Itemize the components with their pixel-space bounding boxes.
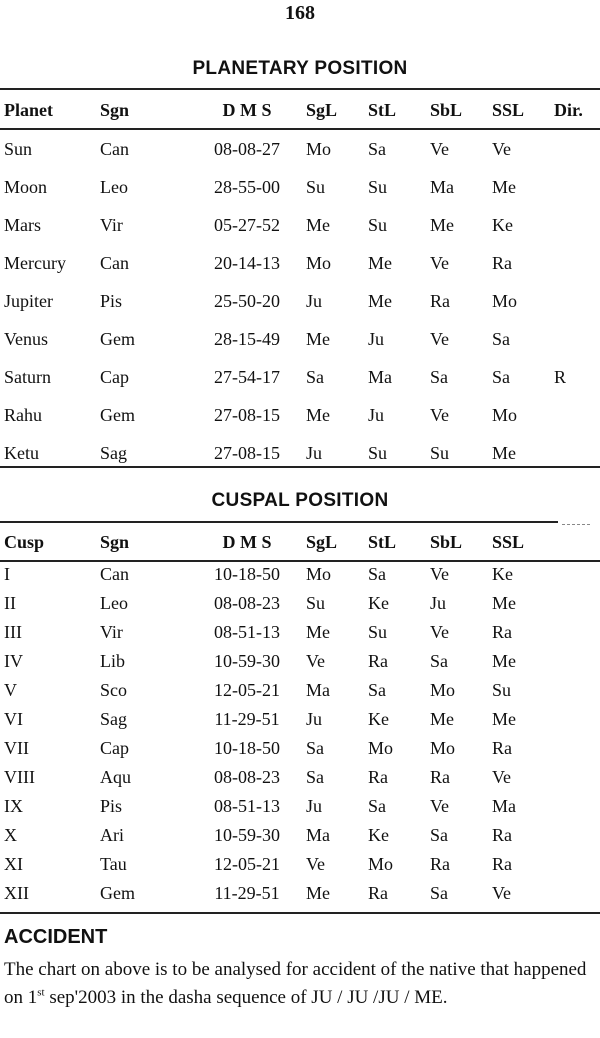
sign-lord-cell: Sa	[306, 738, 324, 758]
dms-cell: 10-18-50	[214, 564, 280, 584]
planet-cell: Venus	[4, 328, 48, 349]
col-header-direction: Dir.	[554, 99, 583, 120]
direction-cell	[554, 676, 600, 705]
dms-cell: 08-08-27	[214, 138, 280, 159]
sign-lord-cell: Sa	[306, 767, 324, 787]
cuspal-bottom-rule	[0, 912, 600, 914]
sign-cell: Pis	[100, 290, 123, 311]
col-header-empty	[554, 524, 600, 560]
sign-cell: Leo	[100, 593, 128, 613]
sign-cell: Aqu	[100, 767, 131, 787]
star-lord-cell: Ju	[368, 328, 385, 349]
direction-cell	[554, 244, 600, 282]
table-row	[0, 763, 600, 792]
sub-lord-cell: Ve	[430, 328, 449, 349]
sign-lord-cell: Sa	[306, 366, 324, 387]
sign-lord-cell: Ju	[306, 709, 323, 729]
sign-cell: Can	[100, 564, 129, 584]
sign-cell: Cap	[100, 366, 129, 387]
table-row	[0, 647, 600, 676]
cusp-cell: V	[4, 680, 17, 700]
sign-cell: Sag	[100, 442, 127, 463]
cusp-cell: III	[4, 622, 22, 642]
planet-cell: Rahu	[4, 404, 42, 425]
table-row	[0, 244, 600, 282]
sign-lord-cell: Ma	[306, 680, 330, 700]
sign-cell: Can	[100, 252, 129, 273]
sign-lord-cell: Me	[306, 328, 330, 349]
dms-cell: 27-08-15	[214, 404, 280, 425]
dms-cell: 10-59-30	[214, 651, 280, 671]
star-lord-cell: Sa	[368, 564, 386, 584]
sub-sub-lord-cell: Me	[492, 709, 516, 729]
direction-cell	[554, 821, 600, 850]
sub-sub-lord-cell: Ke	[492, 214, 513, 235]
star-lord-cell: Ma	[368, 366, 392, 387]
sub-sub-lord-cell: Ra	[492, 622, 512, 642]
direction-cell	[554, 206, 600, 244]
sub-sub-lord-cell: Ma	[492, 796, 516, 816]
col-header-sign-lord: SgL	[306, 531, 338, 552]
sub-sub-lord-cell: Ra	[492, 854, 512, 874]
cusp-cell: XII	[4, 883, 29, 903]
col-header-sub-sub-lord: SSL	[492, 531, 525, 552]
table-row	[0, 850, 600, 879]
dms-cell: 28-55-00	[214, 176, 280, 197]
sub-lord-cell: Sa	[430, 366, 448, 387]
sub-sub-lord-cell: Ra	[492, 252, 512, 273]
direction-cell	[554, 647, 600, 676]
sign-lord-cell: Me	[306, 404, 330, 425]
planet-cell: Mercury	[4, 252, 66, 273]
direction-cell	[554, 396, 600, 434]
star-lord-cell: Mo	[368, 738, 394, 758]
star-lord-cell: Ra	[368, 767, 388, 787]
sign-lord-cell: Ve	[306, 854, 325, 874]
sub-lord-cell: Sa	[430, 883, 448, 903]
star-lord-cell: Ra	[368, 883, 388, 903]
accident-text-before: The chart on above is to be analysed for accident of the native that happened on 1	[4, 959, 587, 1008]
table-row	[0, 676, 600, 705]
col-header-dms: D M S	[222, 531, 272, 552]
dms-cell: 12-05-21	[214, 680, 280, 700]
star-lord-cell: Mo	[368, 854, 394, 874]
table-row	[0, 358, 600, 396]
sub-lord-cell: Sa	[430, 651, 448, 671]
star-lord-cell: Ke	[368, 709, 389, 729]
col-header-sub-sub-lord: SSL	[492, 99, 525, 120]
col-header-sign-lord: SgL	[306, 99, 338, 120]
cusp-cell: II	[4, 593, 16, 613]
star-lord-cell: Su	[368, 176, 388, 197]
sign-cell: Vir	[100, 214, 123, 235]
planet-cell: Ketu	[4, 442, 39, 463]
cuspal-header-row	[0, 524, 600, 560]
sign-cell: Gem	[100, 404, 135, 425]
sign-lord-cell: Mo	[306, 252, 332, 273]
cusp-cell: VI	[4, 709, 23, 729]
table-row	[0, 618, 600, 647]
sign-cell: Can	[100, 138, 129, 159]
sign-cell: Ari	[100, 825, 124, 845]
sub-sub-lord-cell: Ve	[492, 138, 511, 159]
sub-sub-lord-cell: Ra	[492, 738, 512, 758]
sign-lord-cell: Ju	[306, 796, 323, 816]
col-header-dms: D M S	[222, 99, 272, 120]
sign-lord-cell: Ju	[306, 442, 323, 463]
cusp-cell: IX	[4, 796, 23, 816]
star-lord-cell: Ra	[368, 651, 388, 671]
dms-cell: 27-54-17	[214, 366, 280, 387]
sub-sub-lord-cell: Mo	[492, 404, 518, 425]
sign-lord-cell: Su	[306, 593, 326, 613]
sub-lord-cell: Me	[430, 709, 454, 729]
sign-cell: Lib	[100, 651, 125, 671]
col-header-sign: Sgn	[100, 531, 130, 552]
direction-cell	[554, 168, 600, 206]
sub-lord-cell: Mo	[430, 738, 456, 758]
direction-cell	[554, 763, 600, 792]
star-lord-cell: Ju	[368, 404, 385, 425]
accident-text-after: sep'2003 in the dasha sequence of JU / JU /JU / ME.	[44, 987, 448, 1008]
sub-sub-lord-cell: Ve	[492, 767, 511, 787]
sub-lord-cell: Su	[430, 442, 450, 463]
star-lord-cell: Ke	[368, 825, 389, 845]
sub-sub-lord-cell: Me	[492, 442, 516, 463]
planet-cell: Saturn	[4, 366, 51, 387]
cuspal-position-table	[0, 524, 600, 908]
sub-lord-cell: Ma	[430, 176, 454, 197]
direction-cell	[554, 130, 600, 168]
direction-cell	[554, 792, 600, 821]
accident-ordinal-suffix: st	[37, 986, 45, 999]
table-row	[0, 792, 600, 821]
sub-lord-cell: Ra	[430, 290, 450, 311]
sub-sub-lord-cell: Mo	[492, 290, 518, 311]
dms-cell: 08-51-13	[214, 796, 280, 816]
dms-cell: 11-29-51	[214, 709, 280, 729]
table-row	[0, 396, 600, 434]
sign-cell: Sco	[100, 680, 127, 700]
planetary-position-title: PLANETARY POSITION	[192, 58, 408, 79]
col-header-cusp: Cusp	[4, 531, 45, 552]
col-header-star-lord: StL	[368, 531, 397, 552]
col-header-star-lord: StL	[368, 99, 397, 120]
cusp-cell: XI	[4, 854, 23, 874]
sub-sub-lord-cell: Me	[492, 593, 516, 613]
dms-cell: 25-50-20	[214, 290, 280, 311]
star-lord-cell: Su	[368, 214, 388, 235]
direction-cell	[554, 282, 600, 320]
table-row	[0, 434, 600, 472]
table-row	[0, 734, 600, 763]
dms-cell: 10-18-50	[214, 738, 280, 758]
star-lord-cell: Su	[368, 442, 388, 463]
sub-sub-lord-cell: Sa	[492, 366, 510, 387]
dms-cell: 28-15-49	[214, 328, 280, 349]
sub-lord-cell: Ju	[430, 593, 447, 613]
direction-cell	[554, 589, 600, 618]
sub-lord-cell: Ve	[430, 564, 449, 584]
sign-cell: Gem	[100, 328, 135, 349]
sign-cell: Pis	[100, 796, 123, 816]
star-lord-cell: Ke	[368, 593, 389, 613]
star-lord-cell: Me	[368, 252, 392, 273]
sign-cell: Leo	[100, 176, 128, 197]
cusp-cell: IV	[4, 651, 23, 671]
dms-cell: 20-14-13	[214, 252, 280, 273]
sub-lord-cell: Ve	[430, 404, 449, 425]
sub-lord-cell: Ve	[430, 796, 449, 816]
table-row	[0, 130, 600, 168]
planet-cell: Mars	[4, 214, 41, 235]
table-row	[0, 320, 600, 358]
sub-sub-lord-cell: Su	[492, 680, 512, 700]
sign-cell: Sag	[100, 709, 127, 729]
star-lord-cell: Me	[368, 290, 392, 311]
sub-lord-cell: Ra	[430, 854, 450, 874]
col-header-sub-lord: SbL	[430, 531, 463, 552]
sign-lord-cell: Me	[306, 883, 330, 903]
direction-cell	[554, 560, 600, 589]
col-header-sign: Sgn	[100, 99, 130, 120]
col-header-sub-lord: SbL	[430, 99, 463, 120]
page-number: 168	[285, 2, 315, 24]
table-row	[0, 206, 600, 244]
table-row	[0, 589, 600, 618]
sub-lord-cell: Ve	[430, 138, 449, 159]
cusp-cell: X	[4, 825, 17, 845]
cusp-cell: I	[4, 564, 10, 584]
sub-sub-lord-cell: Me	[492, 651, 516, 671]
dms-cell: 12-05-21	[214, 854, 280, 874]
planet-cell: Jupiter	[4, 290, 53, 311]
dms-cell: 05-27-52	[214, 214, 280, 235]
table-row	[0, 168, 600, 206]
dms-cell: 08-08-23	[214, 767, 280, 787]
cusp-cell: VIII	[4, 767, 35, 787]
table-row	[0, 821, 600, 850]
sub-lord-cell: Mo	[430, 680, 456, 700]
sub-sub-lord-cell: Ra	[492, 825, 512, 845]
star-lord-cell: Su	[368, 622, 388, 642]
sign-lord-cell: Ju	[306, 290, 323, 311]
cuspal-top-rule	[0, 521, 558, 523]
sign-lord-cell: Mo	[306, 138, 332, 159]
sign-cell: Gem	[100, 883, 135, 903]
sign-lord-cell: Me	[306, 622, 330, 642]
planetary-position-table	[0, 90, 600, 472]
sub-sub-lord-cell: Ke	[492, 564, 513, 584]
col-header-planet: Planet	[4, 99, 53, 120]
planet-cell: Moon	[4, 176, 48, 197]
planet-cell: Sun	[4, 138, 33, 159]
sub-lord-cell: Ra	[430, 767, 450, 787]
star-lord-cell: Sa	[368, 796, 386, 816]
sign-cell: Tau	[100, 854, 127, 874]
table-row	[0, 282, 600, 320]
sign-lord-cell: Me	[306, 214, 330, 235]
sub-lord-cell: Sa	[430, 825, 448, 845]
cusp-cell: VII	[4, 738, 29, 758]
direction-cell: R	[554, 366, 567, 387]
star-lord-cell: Sa	[368, 138, 386, 159]
dms-cell: 10-59-30	[214, 825, 280, 845]
dms-cell: 27-08-15	[214, 442, 280, 463]
sign-cell: Vir	[100, 622, 123, 642]
direction-cell	[554, 320, 600, 358]
sign-lord-cell: Su	[306, 176, 326, 197]
sign-lord-cell: Ve	[306, 651, 325, 671]
sub-lord-cell: Ve	[430, 622, 449, 642]
direction-cell	[554, 434, 600, 472]
direction-cell	[554, 879, 600, 908]
sign-cell: Cap	[100, 738, 129, 758]
dms-cell: 08-51-13	[214, 622, 280, 642]
sub-sub-lord-cell: Me	[492, 176, 516, 197]
cuspal-position-title: CUSPAL POSITION	[211, 490, 389, 511]
sub-sub-lord-cell: Sa	[492, 328, 510, 349]
table-row	[0, 705, 600, 734]
table-row	[0, 560, 600, 589]
dms-cell: 08-08-23	[214, 593, 280, 613]
accident-heading: ACCIDENT	[4, 926, 108, 948]
sub-lord-cell: Me	[430, 214, 454, 235]
accident-paragraph	[4, 956, 598, 1012]
star-lord-cell: Sa	[368, 680, 386, 700]
dms-cell: 11-29-51	[214, 883, 280, 903]
direction-cell	[554, 734, 600, 763]
direction-cell	[554, 618, 600, 647]
planetary-header-row	[0, 90, 600, 130]
sign-lord-cell: Ma	[306, 825, 330, 845]
sub-sub-lord-cell: Ve	[492, 883, 511, 903]
table-row	[0, 879, 600, 908]
sign-lord-cell: Mo	[306, 564, 332, 584]
direction-cell	[554, 850, 600, 879]
sub-lord-cell: Ve	[430, 252, 449, 273]
direction-cell	[554, 705, 600, 734]
